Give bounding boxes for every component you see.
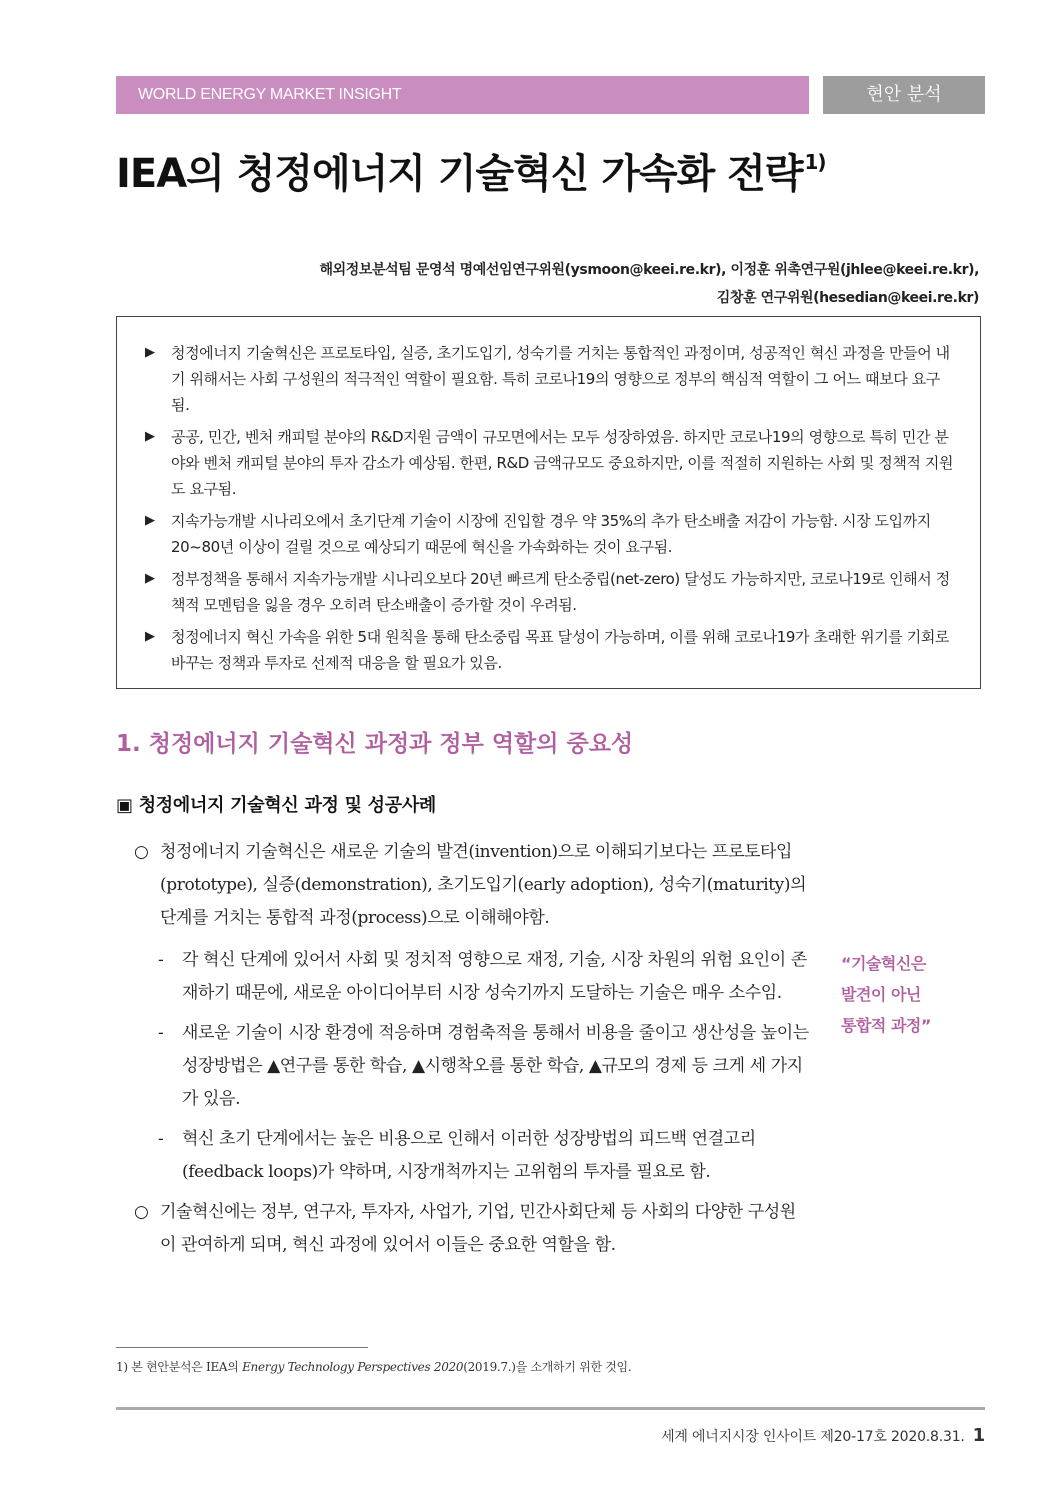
sidebar-quote [841,948,931,1041]
subsection-heading [116,791,436,817]
dash-item-text: 혁신 초기 단계에서는 높은 비용으로 인해서 이러한 성장방법의 피드백 연결고리(feedback loops)가 약하며, 시장개척까지는 고위험의 투자를 필요로 함. [182,1129,756,1182]
header-series-label: WORLD ENERGY MARKET INSIGHT [138,86,402,103]
summary-item-text: 공공, 민간, 벤처 캐피털 분야의 R&D지원 금액이 규모면에서는 모두 성장하였음. 하지만 코로나19의 영향으로 특히 민간 분야와 벤처 캐피털 분야의 투자 감소가 예상됨. 한편, R&D 금액규모도 중요하지만, 이를 적절히 지원하는 사회 및 정책적 지원도 요구됨. [171,428,954,498]
footer-publication: 세계 에너지시장 인사이트 제20-17호 2020.8.31. [661,1429,965,1445]
dash-bullet-icon: - [158,1023,164,1043]
dash-item-text: 각 혁신 단계에 있어서 사회 및 정치적 영향으로 재정, 기술, 시장 차원의 위험 요인이 존재하기 때문에, 새로운 아이디어부터 시장 성숙기까지 도달하는 기술은 매우 소수임. [182,950,807,1003]
page-title [116,142,826,199]
dash-item [158,1123,809,1189]
header-series-bar [116,76,809,114]
footnote-prefix: 1) 본 현안분석은 IEA의 [116,1360,243,1374]
footnote [116,1358,631,1375]
circle-paragraph [134,1196,809,1262]
dash-bullet-icon: - [158,950,164,970]
subsection-heading-text: 청정에너지 기술혁신 과정 및 성공사례 [138,795,436,816]
section-heading: 1. 청정에너지 기술혁신 과정과 정부 역할의 중요성 [116,731,634,757]
paragraph-text: 기술혁신에는 정부, 연구자, 투자자, 사업가, 기업, 민간사회단체 등 사회의 다양한 구성원이 관여하게 되며, 혁신 과정에 있어서 이들은 중요한 역할을 함. [160,1202,796,1255]
header-category-tag [823,76,985,114]
summary-item [145,424,956,502]
triangle-bullet-icon: ▶ [145,345,155,360]
dash-item [158,944,809,1010]
category-tag-label: 현안 분석 [866,84,942,105]
paragraph-text: 청정에너지 기술혁신은 새로운 기술의 발견(invention)으로 이해되기보다는 프로토타입(prototype), 실증(demonstration), 초기도입기(early adoption), 성숙기(maturity)의 단계를 거치는 통합적 과정(process)으로 이해해야함. [160,842,807,928]
summary-item [145,340,956,418]
footnote-suffix: (2019.7.)을 소개하기 위한 것임. [463,1360,632,1374]
dash-item-text: 새로운 기술이 시장 환경에 적응하며 경험축적을 통해서 비용을 줄이고 생산성을 높이는 성장방법은 ▲연구를 통한 학습, ▲시행착오를 통한 학습, ▲규모의 경제 등 크게 세 가지가 있음. [182,1023,809,1109]
summary-item [145,624,956,676]
author-block [319,256,979,312]
summary-box [116,316,981,689]
circle-bullet-icon: ○ [134,842,149,862]
page-footer [661,1425,985,1446]
page-title-text: IEA의 청정에너지 기술혁신 가속화 전략 [116,151,803,197]
circle-bullet-icon: ○ [134,1202,149,1222]
dash-item [158,1017,809,1116]
body-text [134,836,809,1271]
summary-item [145,508,956,560]
summary-item-text: 지속가능개발 시나리오에서 초기단계 기술이 시장에 진입할 경우 약 35%의 추가 탄소배출 저감이 가능함. 시장 도입까지 20~80년 이상이 걸릴 것으로 예상되기 때문에 혁신을 가속화하는 것이 요구됨. [171,512,931,556]
circle-paragraph [134,836,809,935]
summary-item [145,566,956,618]
sidebar-quote-line: “기술혁신은 [841,954,926,973]
dash-bullet-icon: - [158,1129,164,1149]
triangle-bullet-icon: ▶ [145,629,155,644]
author-line-1: 해외정보분석팀 문영석 명예선임연구위원(ysmoon@keei.re.kr), 이정훈 위촉연구원(jhlee@keei.re.kr), [319,262,979,278]
triangle-bullet-icon: ▶ [145,429,155,444]
summary-item-text: 청정에너지 혁신 가속을 위한 5대 원칙을 통해 탄소중립 목표 달성이 가능하며, 이를 위해 코로나19가 초래한 위기를 기회로 바꾸는 정책과 투자로 선제적 대응을 할 필요가 있음. [171,628,950,672]
footer-divider [116,1407,985,1410]
triangle-bullet-icon: ▶ [145,513,155,528]
footnote-divider [116,1347,368,1348]
square-marker-icon: ▣ [116,795,133,816]
sidebar-quote-line: 통합적 과정” [841,1016,931,1035]
page-number: 1 [972,1425,985,1446]
summary-item-text: 정부정책을 통해서 지속가능개발 시나리오보다 20년 빠르게 탄소중립(net-zero) 달성도 가능하지만, 코로나19로 인해서 정책적 모멘텀을 잃을 경우 오히려 탄소배출이 증가할 것이 우려됨. [171,570,950,614]
author-line-2: 김창훈 연구위원(hesedian@keei.re.kr) [716,290,979,306]
summary-item-text: 청정에너지 기술혁신은 프로토타입, 실증, 초기도입기, 성숙기를 거치는 통합적인 과정이며, 성공적인 혁신 과정을 만들어 내기 위해서는 사회 구성원의 적극적인 역할이 필요함. 특히 코로나19의 영향으로 정부의 핵심적 역할이 그 어느 때보다 요구됨. [171,344,950,414]
triangle-bullet-icon: ▶ [145,571,155,586]
footnote-source-title: Energy Technology Perspectives 2020 [242,1360,464,1374]
title-footnote-mark: 1) [804,150,826,174]
sidebar-quote-line: 발견이 아닌 [841,985,921,1004]
